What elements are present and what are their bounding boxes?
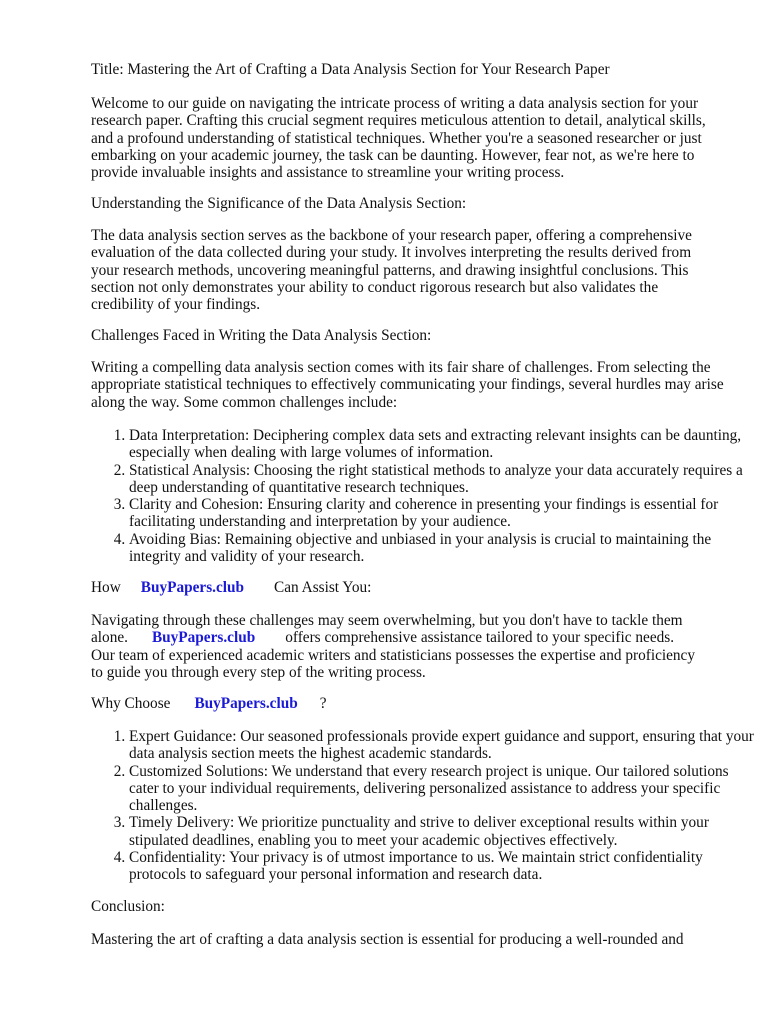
significance-paragraph: The data analysis section serves as the backbone of your research paper, offering a comprehensive evaluation of the data collected during your study. It involves interpreting the results derived from your research methods, uncovering meaningful patterns, and drawing insightful conclusions. This section not only demonstrates your ability to conduct rigorous research but also validates the credibility of your findings. [91, 227, 692, 314]
brand-link[interactable]: BuyPapers.club [140, 579, 245, 596]
conclusion-heading: Conclusion: [91, 898, 165, 915]
how-heading [91, 579, 731, 596]
why-heading [91, 695, 731, 712]
list-item: 3. Clarity and Cohesion: Ensuring clarity and coherence in presenting your findings is essential for facilitating understanding and interpretation by your audience. [129, 496, 759, 531]
how-suffix: Can Assist You: [274, 579, 372, 596]
list-item: 2. Statistical Analysis: Choosing the right statistical methods to analyze your data accurately requires a deep understanding of quantitative research techniques. [129, 462, 759, 497]
list-item: 3. Timely Delivery: We prioritize punctuality and strive to deliver exceptional results within your stipulated deadlines, enabling you to meet your academic objectives effectively. [129, 814, 759, 849]
challenges-heading: Challenges Faced in Writing the Data Analysis Section: [91, 327, 432, 344]
challenges-paragraph: Writing a compelling data analysis section comes with its fair share of challenges. From selecting the appropriate statistical techniques to effectively communicating your findings, several hurdles may arise along the way. Some common challenges include: [91, 359, 724, 411]
how-prefix: How [91, 579, 121, 596]
navigating-text-1: Navigating through these challenges may seem overwhelming, but you don't have to tackle them alone. [91, 612, 683, 647]
why-list [91, 728, 759, 884]
document-title: Title: Mastering the Art of Crafting a Data Analysis Section for Your Research Paper [91, 61, 610, 78]
brand-link[interactable]: BuyPapers.club [194, 695, 298, 712]
brand-link[interactable]: BuyPapers.club [151, 629, 256, 647]
why-prefix: Why Choose [91, 695, 171, 712]
list-item: 2. Customized Solutions: We understand that every research project is unique. Our tailored solutions cater to your individual requirements, delivering personalized assistance to address your specific challenges. [129, 763, 759, 815]
intro-paragraph: Welcome to our guide on navigating the intricate process of writing a data analysis section for your research paper. Crafting this crucial segment requires meticulous attention to detail, analytical skills, and a profound understanding of statistical techniques. Whether you're a seasoned researcher or just embarking on your academic journey, the task can be daunting. However, fear not, as we're here to provide invaluable insights and assistance to streamline your writing process. [91, 95, 706, 182]
significance-heading: Understanding the Significance of the Data Analysis Section: [91, 195, 467, 212]
challenges-list [91, 427, 759, 565]
list-item: 1. Expert Guidance: Our seasoned professionals provide expert guidance and support, ensuring that your data analysis section meets the highest academic standards. [129, 728, 759, 763]
navigating-text-2: offers comprehensive assistance tailored to your specific needs. Our team of experienced academic writers and statisticians possesses the expertise and proficiency to guide you through every step of the writing process. [91, 629, 695, 681]
list-item: 4. Avoiding Bias: Remaining objective and unbiased in your analysis is crucial to maintaining the integrity and validity of your research. [129, 531, 759, 566]
list-item: 4. Confidentiality: Your privacy is of utmost importance to us. We maintain strict confidentiality protocols to safeguard your personal information and research data. [129, 849, 759, 884]
why-suffix: ? [319, 695, 327, 712]
conclusion-paragraph: Mastering the art of crafting a data analysis section is essential for producing a well-rounded and [91, 931, 684, 948]
list-item: 1. Data Interpretation: Deciphering complex data sets and extracting relevant insights can be daunting, especially when dealing with large volumes of information. [129, 427, 759, 462]
navigating-paragraph [91, 612, 701, 681]
